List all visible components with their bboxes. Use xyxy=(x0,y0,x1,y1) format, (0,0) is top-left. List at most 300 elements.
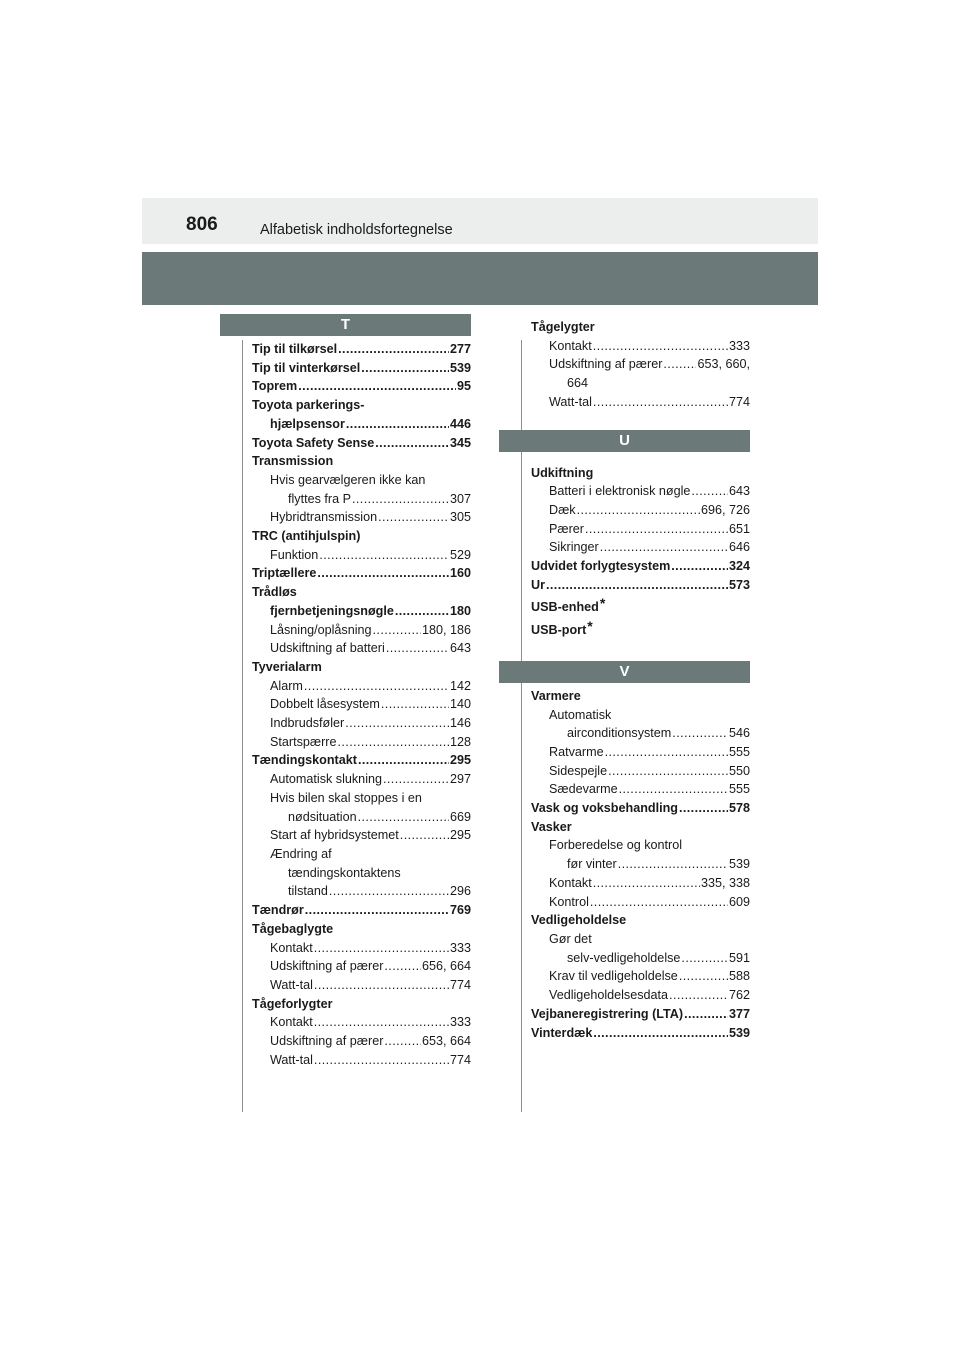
entry-row xyxy=(252,434,471,453)
entry-text: USB-enhed xyxy=(531,600,599,615)
index-entry xyxy=(252,677,471,696)
entry-row xyxy=(270,957,471,976)
index-entry xyxy=(531,967,750,986)
dot-leader xyxy=(304,677,449,696)
entry-row xyxy=(270,621,471,640)
index-entry xyxy=(531,986,750,1005)
dot-leader xyxy=(593,337,728,356)
entry-text: Kontakt xyxy=(270,1015,313,1030)
entry-row xyxy=(270,808,471,827)
entry-row xyxy=(531,576,750,595)
entry-row xyxy=(252,564,471,583)
entry-text: Batteri i elektronisk nøgle xyxy=(549,484,691,499)
page-ref: 653, 664 xyxy=(421,1034,471,1049)
entry-text: Tændingskontakt xyxy=(252,753,357,768)
entry-row xyxy=(270,1013,471,1032)
entry-text: Tågeforlygter xyxy=(252,996,333,1011)
entry-row xyxy=(252,602,471,621)
entry-heading: Trådløs xyxy=(252,585,297,600)
dot-leader xyxy=(546,576,728,595)
entry-text: Tågebaglygte xyxy=(252,921,334,936)
entry-row xyxy=(270,508,471,527)
entry-row xyxy=(549,986,750,1005)
page-ref: 305 xyxy=(449,510,471,525)
page-ref: 335, 338 xyxy=(700,875,750,890)
entry-text: Tip til vinterkørsel xyxy=(252,360,361,375)
index-entry xyxy=(531,874,750,893)
index-entry xyxy=(531,780,750,799)
page-ref: 643 xyxy=(728,484,750,499)
dot-leader xyxy=(590,893,728,912)
entry-row xyxy=(549,724,750,743)
page-ref: 762 xyxy=(728,988,750,1003)
dot-leader xyxy=(593,874,700,893)
entry-line xyxy=(531,594,750,617)
entry-row xyxy=(549,780,750,799)
page-ref: 609 xyxy=(728,894,750,909)
entry-heading: Gør det xyxy=(549,931,592,946)
page-ref: 297 xyxy=(449,772,471,787)
index-entry xyxy=(531,706,750,743)
entry-row xyxy=(549,762,750,781)
entry-text: Udkiftning xyxy=(531,465,594,480)
page-ref: 295 xyxy=(449,828,471,843)
entry-text: tilstand xyxy=(288,884,328,899)
dot-leader xyxy=(375,434,449,453)
dot-leader xyxy=(618,855,728,874)
entry-text: Dæk xyxy=(549,502,576,517)
dot-leader xyxy=(338,733,449,752)
entry-text: Watt-tal xyxy=(549,394,592,409)
entry-text: Varmere xyxy=(531,688,581,703)
entry-text: Kontrol xyxy=(549,894,589,909)
footnote-asterisk: * xyxy=(599,595,606,612)
dot-leader xyxy=(381,695,449,714)
index-entry xyxy=(252,995,471,1014)
column-divider-left xyxy=(242,340,243,1112)
page-ref: 653, 660, xyxy=(697,357,750,372)
entry-row xyxy=(252,901,471,920)
entry-text: nødsituation xyxy=(288,809,357,824)
page-ref: 646 xyxy=(728,540,750,555)
index-entry xyxy=(252,751,471,770)
page-ref: 555 xyxy=(728,744,750,759)
index-entry xyxy=(252,845,471,901)
page-ref: 578 xyxy=(728,801,750,816)
dot-leader xyxy=(346,415,449,434)
index-entry xyxy=(252,1032,471,1051)
section-header-v: V xyxy=(499,661,750,683)
dot-leader xyxy=(378,508,449,527)
page-ref: 529 xyxy=(449,547,471,562)
entry-text: Udskiftning af pærer xyxy=(270,959,384,974)
dot-leader xyxy=(319,546,449,565)
dot-leader xyxy=(400,826,449,845)
entry-text: Dobbelt låsesystem xyxy=(270,697,380,712)
page-ref: 142 xyxy=(449,678,471,693)
dot-leader xyxy=(352,490,449,509)
index-entry xyxy=(531,687,750,706)
entry-text: USB-port xyxy=(531,623,587,638)
dot-leader xyxy=(608,762,728,781)
index-entry xyxy=(531,482,750,501)
entry-row xyxy=(549,538,750,557)
entry-row xyxy=(252,377,471,396)
page-ref: 539 xyxy=(728,1025,750,1040)
section-header-u: U xyxy=(499,430,750,452)
footnote-asterisk: * xyxy=(587,618,593,635)
dot-leader xyxy=(361,359,449,378)
page-ref: 140 xyxy=(449,697,471,712)
entry-row xyxy=(270,939,471,958)
entry-text: Hybridtransmission xyxy=(270,510,378,525)
entry-row xyxy=(252,340,471,359)
entry-text: Tip til tilkørsel xyxy=(252,342,338,356)
entry-row xyxy=(270,1051,471,1070)
section-header-t: T xyxy=(220,314,471,336)
dot-leader xyxy=(605,743,728,762)
entry-text: Watt-tal xyxy=(270,977,313,992)
entry-text: Vinterdæk xyxy=(531,1025,593,1040)
entry-text: fjernbetjeningsnøgle xyxy=(270,603,394,618)
entry-heading: Ændring af xyxy=(270,846,332,861)
page-ref: 550 xyxy=(728,763,750,778)
dot-leader xyxy=(679,967,728,986)
index-entry xyxy=(531,520,750,539)
page-ref: 180, 186 xyxy=(421,622,471,637)
entry-heading: Toyota parkerings- xyxy=(252,398,365,413)
index-entry xyxy=(531,576,750,595)
entry-text: Tændrør xyxy=(252,903,304,918)
entry-text: Startspærre xyxy=(270,734,337,749)
entry-row xyxy=(270,714,471,733)
page-ref: 277 xyxy=(449,342,471,356)
page-ref: 573 xyxy=(728,577,750,592)
index-entry xyxy=(252,939,471,958)
index-entry xyxy=(252,639,471,658)
index-entry xyxy=(531,594,750,617)
dot-leader xyxy=(345,714,449,733)
entry-row xyxy=(531,1005,750,1024)
index-entry xyxy=(531,799,750,818)
dot-leader xyxy=(684,1005,728,1024)
page-ref: 774 xyxy=(728,394,750,409)
entry-heading: Hvis gearvælgeren ikke kan xyxy=(270,472,426,487)
index-entry xyxy=(252,1051,471,1070)
index-entry xyxy=(252,920,471,939)
dot-leader xyxy=(593,1024,728,1043)
dot-leader xyxy=(681,949,728,968)
index-entry xyxy=(252,340,471,359)
entry-row xyxy=(270,976,471,995)
index-column-2 xyxy=(531,318,750,1042)
dot-leader xyxy=(358,751,449,770)
page-ref: 669 xyxy=(449,809,471,824)
entry-row xyxy=(531,1024,750,1043)
entry-row xyxy=(270,1032,471,1051)
entry-text: Sikringer xyxy=(549,540,599,555)
entry-text: Tågelygter xyxy=(531,320,595,334)
dot-leader xyxy=(314,1013,449,1032)
index-entry xyxy=(252,359,471,378)
dot-leader xyxy=(358,808,449,827)
index-entry xyxy=(252,770,471,789)
dot-leader xyxy=(305,901,449,920)
page-ref: 307 xyxy=(449,491,471,506)
entry-row xyxy=(252,751,471,770)
page-ref: 539 xyxy=(728,857,750,872)
entry-text: Alarm xyxy=(270,678,303,693)
entry-text: Funktion xyxy=(270,547,319,562)
dot-leader xyxy=(593,393,728,412)
page-ref: 656, 664 xyxy=(421,959,471,974)
index-entry xyxy=(531,1024,750,1043)
entry-text: hjælpsensor xyxy=(270,416,345,431)
entry-text: Låsning/oplåsning xyxy=(270,622,372,637)
page-ref: 774 xyxy=(449,977,471,992)
page-ref: 333 xyxy=(728,338,750,353)
index-entry xyxy=(531,617,750,640)
dot-leader xyxy=(386,639,449,658)
index-entry xyxy=(252,564,471,583)
page-ref: 160 xyxy=(449,566,471,581)
index-entry xyxy=(531,557,750,576)
entry-list-t-cont xyxy=(531,318,750,412)
index-entry xyxy=(252,546,471,565)
dot-leader xyxy=(373,621,421,640)
entry-row xyxy=(549,743,750,762)
entry-row xyxy=(549,855,750,874)
dot-leader xyxy=(314,1051,449,1070)
index-entry xyxy=(252,583,471,620)
entry-list-t xyxy=(252,340,471,1069)
page-title: Alfabetisk indholdsfortegnelse xyxy=(260,222,453,238)
entry-text: Vask og voksbehandling xyxy=(531,801,678,816)
dot-leader xyxy=(671,557,728,576)
dot-leader xyxy=(298,377,456,396)
index-entry xyxy=(531,762,750,781)
entry-row xyxy=(270,826,471,845)
page-ref: 180 xyxy=(449,603,471,618)
index-entry xyxy=(531,501,750,520)
index-entry xyxy=(252,901,471,920)
entry-row xyxy=(549,337,750,356)
entry-text: Triptællere xyxy=(252,566,317,581)
index-entry xyxy=(252,1013,471,1032)
entry-row xyxy=(252,415,471,434)
page-ref: 643 xyxy=(449,641,471,656)
index-entry xyxy=(252,733,471,752)
page-ref: 769 xyxy=(449,903,471,918)
entry-text: Watt-tal xyxy=(270,1052,313,1067)
entry-text: airconditionsystem xyxy=(567,726,672,741)
index-entry xyxy=(252,471,471,508)
entry-list-v xyxy=(531,687,750,1042)
dot-leader xyxy=(395,602,449,621)
entry-text: Toprem xyxy=(252,379,298,394)
page-ref: 539 xyxy=(449,360,471,375)
entry-text: Start af hybridsystemet xyxy=(270,828,399,843)
entry-row xyxy=(270,546,471,565)
index-entry xyxy=(531,337,750,356)
entry-text: Udskiftning af pærer xyxy=(270,1034,384,1049)
entry-text: Kontakt xyxy=(549,875,592,890)
entry-row xyxy=(270,639,471,658)
page-ref: 333 xyxy=(449,940,471,955)
entry-text: selv-vedligeholdelse xyxy=(567,950,681,965)
page-ref: 296 xyxy=(449,884,471,899)
entry-text: Vasker xyxy=(531,819,572,834)
entry-text: Sædevarme xyxy=(549,782,618,797)
dot-leader xyxy=(669,986,728,1005)
index-entry xyxy=(531,911,750,930)
page-ref: 555 xyxy=(728,782,750,797)
page-ref-cont: 664 xyxy=(567,376,589,391)
entry-text: Pærer xyxy=(549,521,584,536)
dot-leader xyxy=(338,340,449,359)
index-entry xyxy=(531,318,750,337)
entry-text: Udvidet forlygtesystem xyxy=(531,559,671,574)
entry-text: Kontakt xyxy=(549,338,592,353)
index-entry xyxy=(252,621,471,640)
index-column-1 xyxy=(252,314,471,1069)
page-ref: 295 xyxy=(449,753,471,768)
page-ref: 591 xyxy=(728,950,750,965)
index-entry xyxy=(531,538,750,557)
entry-heading-cont: tændingskontaktens xyxy=(288,865,401,880)
entry-row xyxy=(549,949,750,968)
dot-leader xyxy=(314,939,449,958)
entry-row xyxy=(270,490,471,509)
index-entry xyxy=(252,508,471,527)
entry-text: Kontakt xyxy=(270,940,313,955)
dot-leader xyxy=(384,1032,421,1051)
page-ref: 446 xyxy=(449,416,471,431)
page-ref: 324 xyxy=(728,559,750,574)
entry-text: Vejbaneregistrering (LTA) xyxy=(531,1006,684,1021)
entry-text: Tyverialarm xyxy=(252,659,322,674)
dot-leader xyxy=(663,355,696,374)
entry-text: Udskiftning af pærer xyxy=(549,357,663,372)
entry-row xyxy=(252,359,471,378)
entry-text: flyttes fra P xyxy=(288,491,351,506)
index-entry xyxy=(531,743,750,762)
dot-leader xyxy=(329,882,449,901)
column-divider-right xyxy=(521,340,522,1112)
index-entry xyxy=(252,957,471,976)
entry-row xyxy=(531,799,750,818)
index-entry xyxy=(252,714,471,733)
entry-row xyxy=(531,557,750,576)
index-entry xyxy=(252,789,471,826)
entry-row xyxy=(549,874,750,893)
entry-text: Vedligeholdelsesdata xyxy=(549,988,669,1003)
entry-list-u xyxy=(531,464,750,640)
dot-leader xyxy=(672,724,728,743)
page-ref: 146 xyxy=(449,716,471,731)
dot-leader xyxy=(691,482,728,501)
index-entry xyxy=(531,818,750,837)
page-ref: 588 xyxy=(728,969,750,984)
entry-text: Ratvarme xyxy=(549,744,604,759)
entry-text: Indbrudsføler xyxy=(270,716,345,731)
entry-text: før vinter xyxy=(567,857,617,872)
index-entry xyxy=(252,826,471,845)
dot-leader xyxy=(577,501,700,520)
index-entry xyxy=(531,1005,750,1024)
entry-text: Automatisk slukning xyxy=(270,772,382,787)
entry-row xyxy=(270,733,471,752)
entry-row xyxy=(549,482,750,501)
dot-leader xyxy=(317,564,449,583)
dot-leader xyxy=(679,799,728,818)
entry-row xyxy=(549,393,750,412)
entry-row xyxy=(549,893,750,912)
entry-heading: Forberedelse og kontrol xyxy=(549,838,683,853)
dot-leader xyxy=(384,957,421,976)
header-strip xyxy=(142,198,818,244)
page-ref: 95 xyxy=(456,379,471,394)
page-ref: 651 xyxy=(728,521,750,536)
index-entry xyxy=(531,464,750,483)
index-entry xyxy=(531,355,750,392)
entry-text: Vedligeholdelse xyxy=(531,913,627,928)
index-entry xyxy=(252,976,471,995)
page-ref: 345 xyxy=(449,435,471,450)
dot-leader xyxy=(619,780,728,799)
entry-text: Transmission xyxy=(252,454,334,469)
entry-row xyxy=(270,677,471,696)
entry-text: Udskiftning af batteri xyxy=(270,641,385,656)
page-number: 806 xyxy=(186,214,218,235)
index-entry xyxy=(252,658,471,677)
dot-leader xyxy=(314,976,449,995)
entry-row xyxy=(270,695,471,714)
index-entry xyxy=(252,527,471,546)
entry-heading: Automatisk xyxy=(549,707,612,722)
index-entry xyxy=(252,377,471,396)
entry-line xyxy=(531,617,750,640)
page-ref: 774 xyxy=(449,1052,471,1067)
entry-text: Toyota Safety Sense xyxy=(252,435,375,450)
entry-row xyxy=(270,882,471,901)
entry-row xyxy=(549,355,750,374)
entry-row xyxy=(270,770,471,789)
entry-text: Ur xyxy=(531,577,545,592)
index-entry xyxy=(531,836,750,873)
header-band xyxy=(142,252,818,305)
page-ref: 696, 726 xyxy=(700,502,750,517)
entry-row xyxy=(549,967,750,986)
entry-row xyxy=(549,501,750,520)
index-entry xyxy=(252,452,471,471)
page-ref: 546 xyxy=(728,726,750,741)
entry-text: Krav til vedligeholdelse xyxy=(549,969,678,984)
dot-leader xyxy=(600,538,728,557)
index-entry xyxy=(252,396,471,433)
index-entry xyxy=(531,393,750,412)
dot-leader xyxy=(585,520,728,539)
entry-text: Sidespejle xyxy=(549,763,608,778)
index-entry xyxy=(252,434,471,453)
page-ref: 128 xyxy=(449,734,471,749)
index-entry xyxy=(531,930,750,967)
index-entry xyxy=(531,893,750,912)
index-entry xyxy=(252,695,471,714)
entry-text: TRC (antihjulspin) xyxy=(252,529,361,544)
page-ref: 377 xyxy=(728,1006,750,1021)
entry-heading: Hvis bilen skal stoppes i en xyxy=(270,790,422,805)
